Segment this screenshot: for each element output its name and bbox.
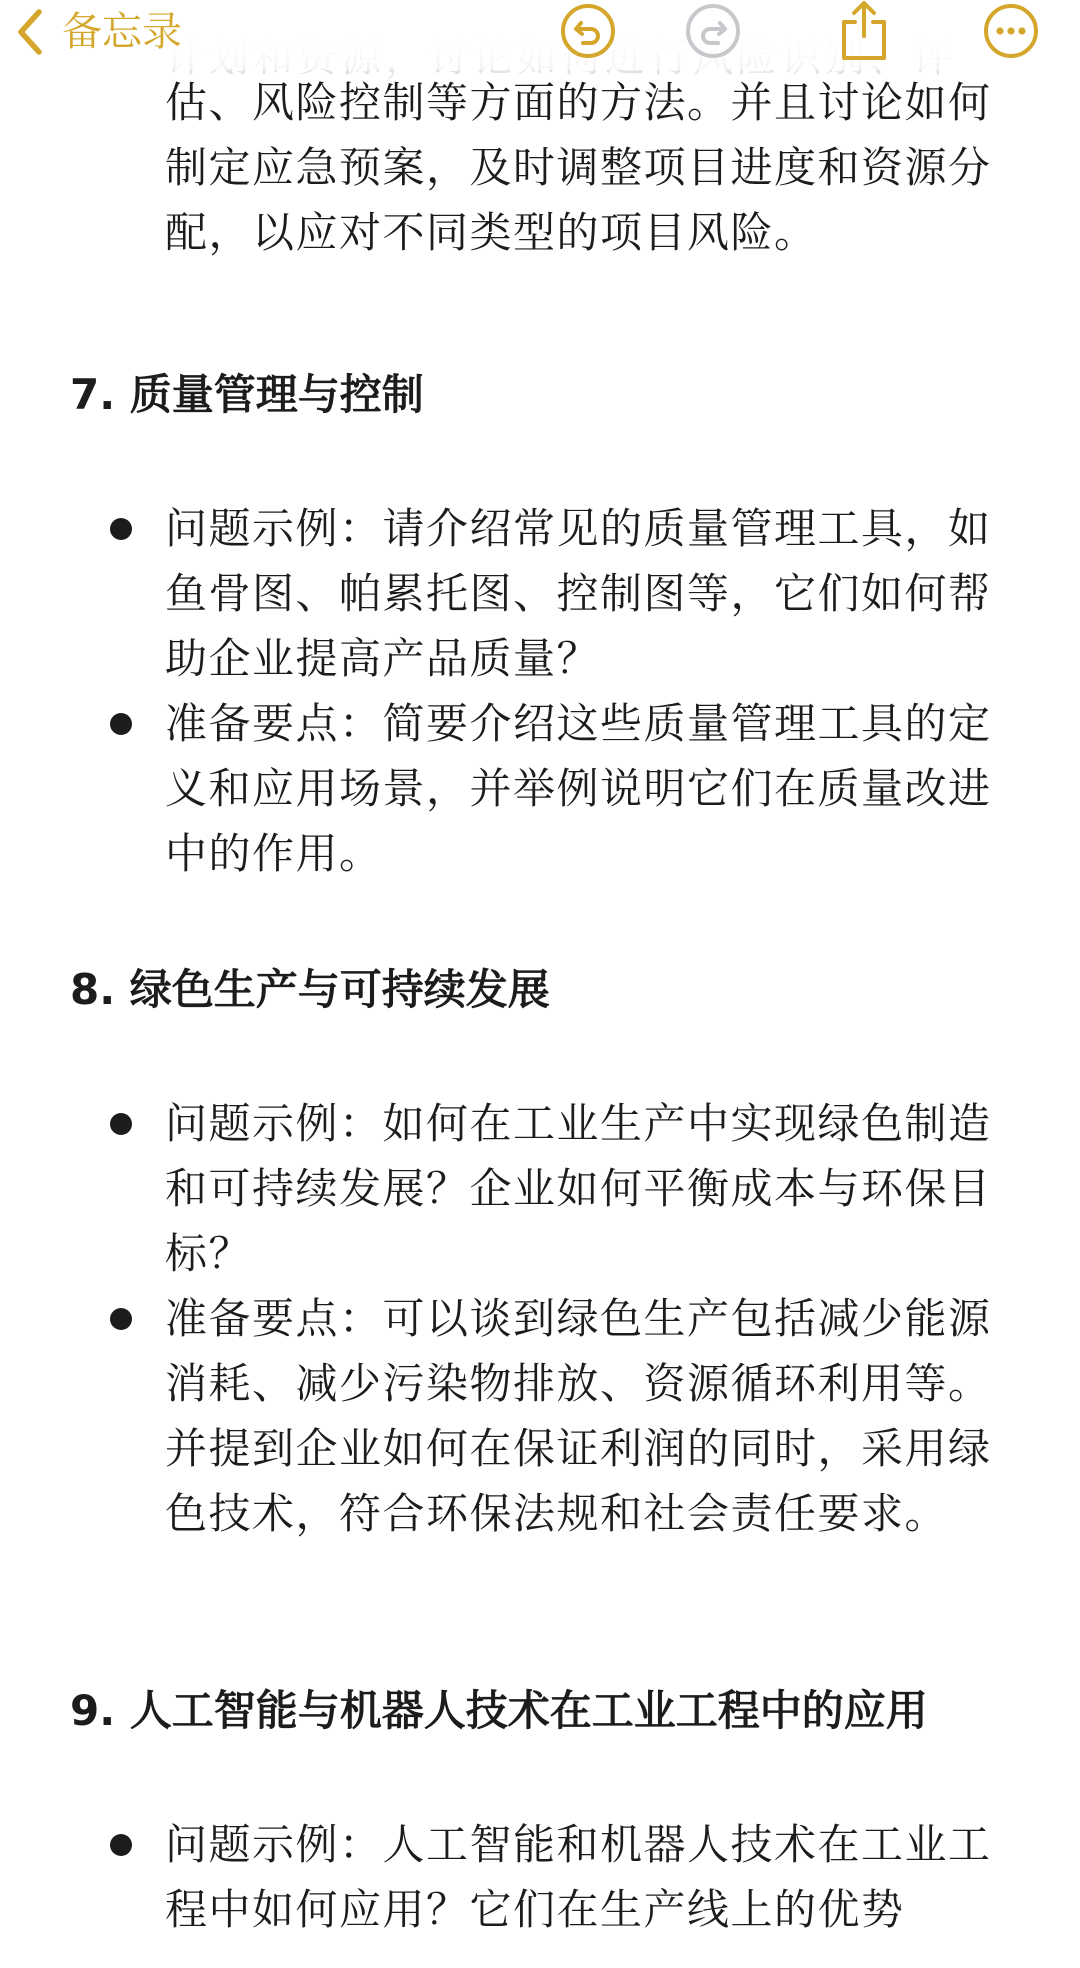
share-button[interactable] xyxy=(831,0,897,62)
list-item-quality-prep: 准备要点：简要介绍这些质量管理工具的定义和应用场景，并举例说明它们在质量改进中的作用。 xyxy=(165,699,992,878)
bullet-dot xyxy=(110,1113,132,1135)
chevron-left-icon xyxy=(16,8,44,56)
undo-button[interactable] xyxy=(555,0,621,62)
back-button-label: 备忘录 xyxy=(62,9,182,55)
section-heading-ai: 9. 人工智能与机器人技术在工业工程中的应用 xyxy=(70,1686,928,1735)
more-button[interactable] xyxy=(978,0,1044,62)
note-paragraph-top: 估、风险控制等方面的方法。并且讨论如何制定应急预案，及时调整项目进度和资源分配，以应对不同类型的项目风险。 xyxy=(165,78,992,257)
list-item-green-prep: 准备要点：可以谈到绿色生产包括减少能源消耗、减少污染物排放、资源循环利用等。并提到企业如何在保证利润的同时，采用绿色技术，符合环保法规和社会责任要求。 xyxy=(165,1294,992,1538)
back-button[interactable] xyxy=(16,2,182,62)
share-icon xyxy=(837,0,891,62)
bullet-dot xyxy=(110,713,132,735)
list-item-green-question: 问题示例：如何在工业生产中实现绿色制造和可持续发展？企业如何平衡成本与环保目标？ xyxy=(165,1099,992,1278)
section-heading-green: 8. 绿色生产与可持续发展 xyxy=(70,965,550,1014)
list-item-ai-question: 问题示例：人工智能和机器人技术在工业工程中如何应用？它们在生产线上的优势 xyxy=(165,1820,992,1934)
redo-icon xyxy=(684,2,742,60)
undo-icon xyxy=(559,2,617,60)
list-item-quality-question: 问题示例：请介绍常见的质量管理工具，如鱼骨图、帕累托图、控制图等，它们如何帮助企业提高产品质量？ xyxy=(165,504,992,683)
bullet-dot xyxy=(110,1308,132,1330)
more-icon xyxy=(982,2,1040,60)
section-heading-quality: 7. 质量管理与控制 xyxy=(70,370,424,419)
bullet-dot xyxy=(110,1834,132,1856)
redo-button[interactable] xyxy=(680,0,746,62)
navigation-bar xyxy=(0,0,1080,70)
bullet-dot xyxy=(110,518,132,540)
